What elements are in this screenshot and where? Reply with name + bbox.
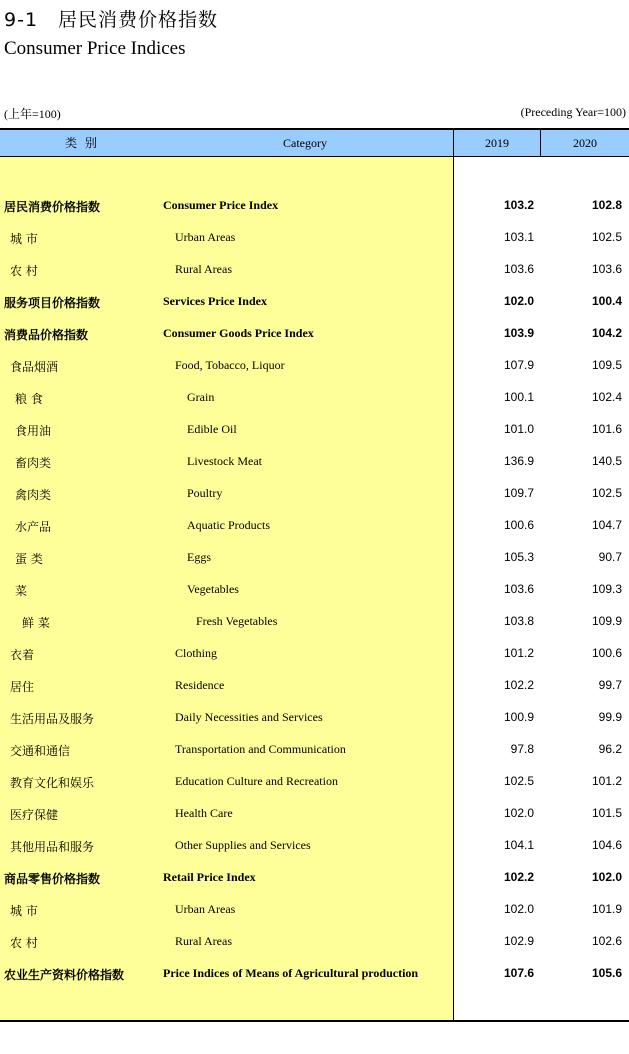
table-header xyxy=(0,128,629,157)
table-row xyxy=(0,478,629,510)
category-chinese: 畜肉类 xyxy=(15,456,52,470)
table-row xyxy=(0,286,629,318)
value-2020: 109.3 xyxy=(591,582,622,596)
category-chinese: 水产品 xyxy=(15,520,52,534)
category-english: Price Indices of Means of Agricultural production xyxy=(163,966,419,980)
category-english: Livestock Meat xyxy=(187,454,262,468)
category-chinese: 菜 xyxy=(15,584,28,598)
table-row xyxy=(0,734,629,766)
category-english: Education Culture and Recreation xyxy=(175,774,338,788)
unit-note-english: (Preceding Year=100) xyxy=(520,105,626,119)
category-english: Edible Oil xyxy=(187,422,237,436)
value-2019: 104.1 xyxy=(503,838,534,852)
table-row xyxy=(0,446,629,478)
category-english: Grain xyxy=(187,390,215,404)
category-english: Consumer Price Index xyxy=(163,198,279,212)
value-2020: 100.6 xyxy=(591,646,622,660)
value-2019: 102.9 xyxy=(503,934,534,948)
table-row xyxy=(0,542,629,574)
header-year-2020: 2020 xyxy=(573,136,597,150)
value-2020: 105.6 xyxy=(591,966,622,980)
table-row xyxy=(0,894,629,926)
category-chinese: 居民消费价格指数 xyxy=(4,200,101,214)
table-row xyxy=(0,318,629,350)
category-english: Other Supplies and Services xyxy=(175,838,311,852)
value-2020: 101.9 xyxy=(591,902,622,916)
value-2020: 102.5 xyxy=(591,486,622,500)
value-2019: 103.6 xyxy=(503,582,534,596)
unit-note-chinese: (上年=100) xyxy=(4,107,61,121)
table-bottom-rule xyxy=(0,1020,629,1022)
category-chinese: 医疗保健 xyxy=(10,808,59,822)
category-chinese: 消费品价格指数 xyxy=(4,328,89,342)
value-2019: 102.5 xyxy=(503,774,534,788)
value-2019: 102.0 xyxy=(503,294,534,308)
category-english: Residence xyxy=(175,678,225,692)
value-2020: 99.7 xyxy=(598,678,622,692)
table-row xyxy=(0,222,629,254)
category-english: Retail Price Index xyxy=(163,870,256,884)
table-row xyxy=(0,638,629,670)
table-row xyxy=(0,254,629,286)
value-2020: 140.5 xyxy=(591,454,622,468)
category-english: Food, Tobacco, Liquor xyxy=(175,358,285,372)
table-row xyxy=(0,574,629,606)
category-chinese: 禽肉类 xyxy=(15,488,52,502)
category-english: Urban Areas xyxy=(175,902,236,916)
value-2020: 102.5 xyxy=(591,230,622,244)
category-english: Transportation and Communication xyxy=(175,742,346,756)
category-english: Health Care xyxy=(175,806,233,820)
category-chinese: 服务项目价格指数 xyxy=(4,296,101,310)
value-2020: 104.7 xyxy=(591,518,622,532)
table-row xyxy=(0,414,629,446)
category-english: Clothing xyxy=(175,646,218,660)
table-row xyxy=(0,670,629,702)
category-chinese: 农 村 xyxy=(10,264,38,278)
value-2019: 101.2 xyxy=(503,646,534,660)
category-chinese: 其他用品和服务 xyxy=(10,840,95,854)
header-category-chinese: 类别 xyxy=(65,136,106,150)
value-2019: 100.1 xyxy=(503,390,534,404)
category-english: Poultry xyxy=(187,486,223,500)
value-2019: 103.1 xyxy=(503,230,534,244)
value-2019: 103.8 xyxy=(503,614,534,628)
category-chinese: 粮 食 xyxy=(15,392,43,406)
table-row xyxy=(0,382,629,414)
value-2020: 90.7 xyxy=(598,550,622,564)
value-2020: 101.5 xyxy=(591,806,622,820)
table-row xyxy=(0,702,629,734)
category-chinese: 生活用品及服务 xyxy=(10,712,95,726)
category-english: Eggs xyxy=(187,550,211,564)
value-2019: 102.2 xyxy=(503,678,534,692)
table-title-english: Consumer Price Indices xyxy=(4,38,186,59)
value-2019: 105.3 xyxy=(503,550,534,564)
category-chinese: 城 市 xyxy=(10,232,38,246)
table-row xyxy=(0,606,629,638)
category-chinese: 食用油 xyxy=(15,424,52,438)
table-row xyxy=(0,190,629,222)
value-2019: 103.6 xyxy=(503,262,534,276)
category-chinese: 蛋 类 xyxy=(15,552,43,566)
value-2019: 100.6 xyxy=(503,518,534,532)
value-2020: 104.2 xyxy=(591,326,622,340)
table-row xyxy=(0,958,629,990)
value-2019: 100.9 xyxy=(503,710,534,724)
category-english: Fresh Vegetables xyxy=(196,614,278,628)
table-row xyxy=(0,830,629,862)
header-year-2019: 2019 xyxy=(485,136,509,150)
table-row xyxy=(0,350,629,382)
value-2019: 103.2 xyxy=(503,198,534,212)
category-english: Consumer Goods Price Index xyxy=(163,326,314,340)
value-2019: 102.2 xyxy=(503,870,534,884)
value-2020: 101.2 xyxy=(591,774,622,788)
category-english: Vegetables xyxy=(187,582,239,596)
value-2019: 136.9 xyxy=(503,454,534,468)
value-2019: 102.0 xyxy=(503,806,534,820)
header-category-english: Category xyxy=(283,136,327,150)
category-chinese: 鲜 菜 xyxy=(22,616,50,630)
value-2020: 101.6 xyxy=(591,422,622,436)
category-chinese: 衣着 xyxy=(10,648,35,662)
value-2020: 96.2 xyxy=(598,742,622,756)
value-2020: 102.8 xyxy=(591,198,622,212)
value-2019: 107.9 xyxy=(503,358,534,372)
category-chinese: 农 村 xyxy=(10,936,38,950)
table-row xyxy=(0,510,629,542)
category-chinese: 交通和通信 xyxy=(10,744,71,758)
value-2020: 102.6 xyxy=(591,934,622,948)
category-english: Services Price Index xyxy=(163,294,267,308)
value-2019: 97.8 xyxy=(510,742,534,756)
table-row xyxy=(0,926,629,958)
table-row xyxy=(0,862,629,894)
value-2019: 107.6 xyxy=(503,966,534,980)
table-title-chinese: 9-1 居民消费价格指数 xyxy=(4,9,219,31)
value-2019: 102.0 xyxy=(503,902,534,916)
value-2020: 109.5 xyxy=(591,358,622,372)
value-2020: 99.9 xyxy=(598,710,622,724)
value-2020: 109.9 xyxy=(591,614,622,628)
column-divider-years xyxy=(540,128,541,157)
category-chinese: 农业生产资料价格指数 xyxy=(4,968,125,982)
value-2019: 109.7 xyxy=(503,486,534,500)
category-chinese: 食品烟酒 xyxy=(10,360,59,374)
table-row xyxy=(0,798,629,830)
category-english: Rural Areas xyxy=(175,934,232,948)
category-english: Aquatic Products xyxy=(187,518,270,532)
value-2020: 103.6 xyxy=(591,262,622,276)
category-english: Daily Necessities and Services xyxy=(175,710,323,724)
value-2019: 101.0 xyxy=(503,422,534,436)
category-english: Urban Areas xyxy=(175,230,236,244)
value-2019: 103.9 xyxy=(503,326,534,340)
category-chinese: 居住 xyxy=(10,680,35,694)
value-2020: 104.6 xyxy=(591,838,622,852)
value-2020: 102.4 xyxy=(591,390,622,404)
category-english: Rural Areas xyxy=(175,262,232,276)
table-row xyxy=(0,766,629,798)
value-2020: 102.0 xyxy=(591,870,622,884)
category-chinese: 商品零售价格指数 xyxy=(4,872,101,886)
category-chinese: 城 市 xyxy=(10,904,38,918)
value-2020: 100.4 xyxy=(591,294,622,308)
category-chinese: 教育文化和娱乐 xyxy=(10,776,95,790)
